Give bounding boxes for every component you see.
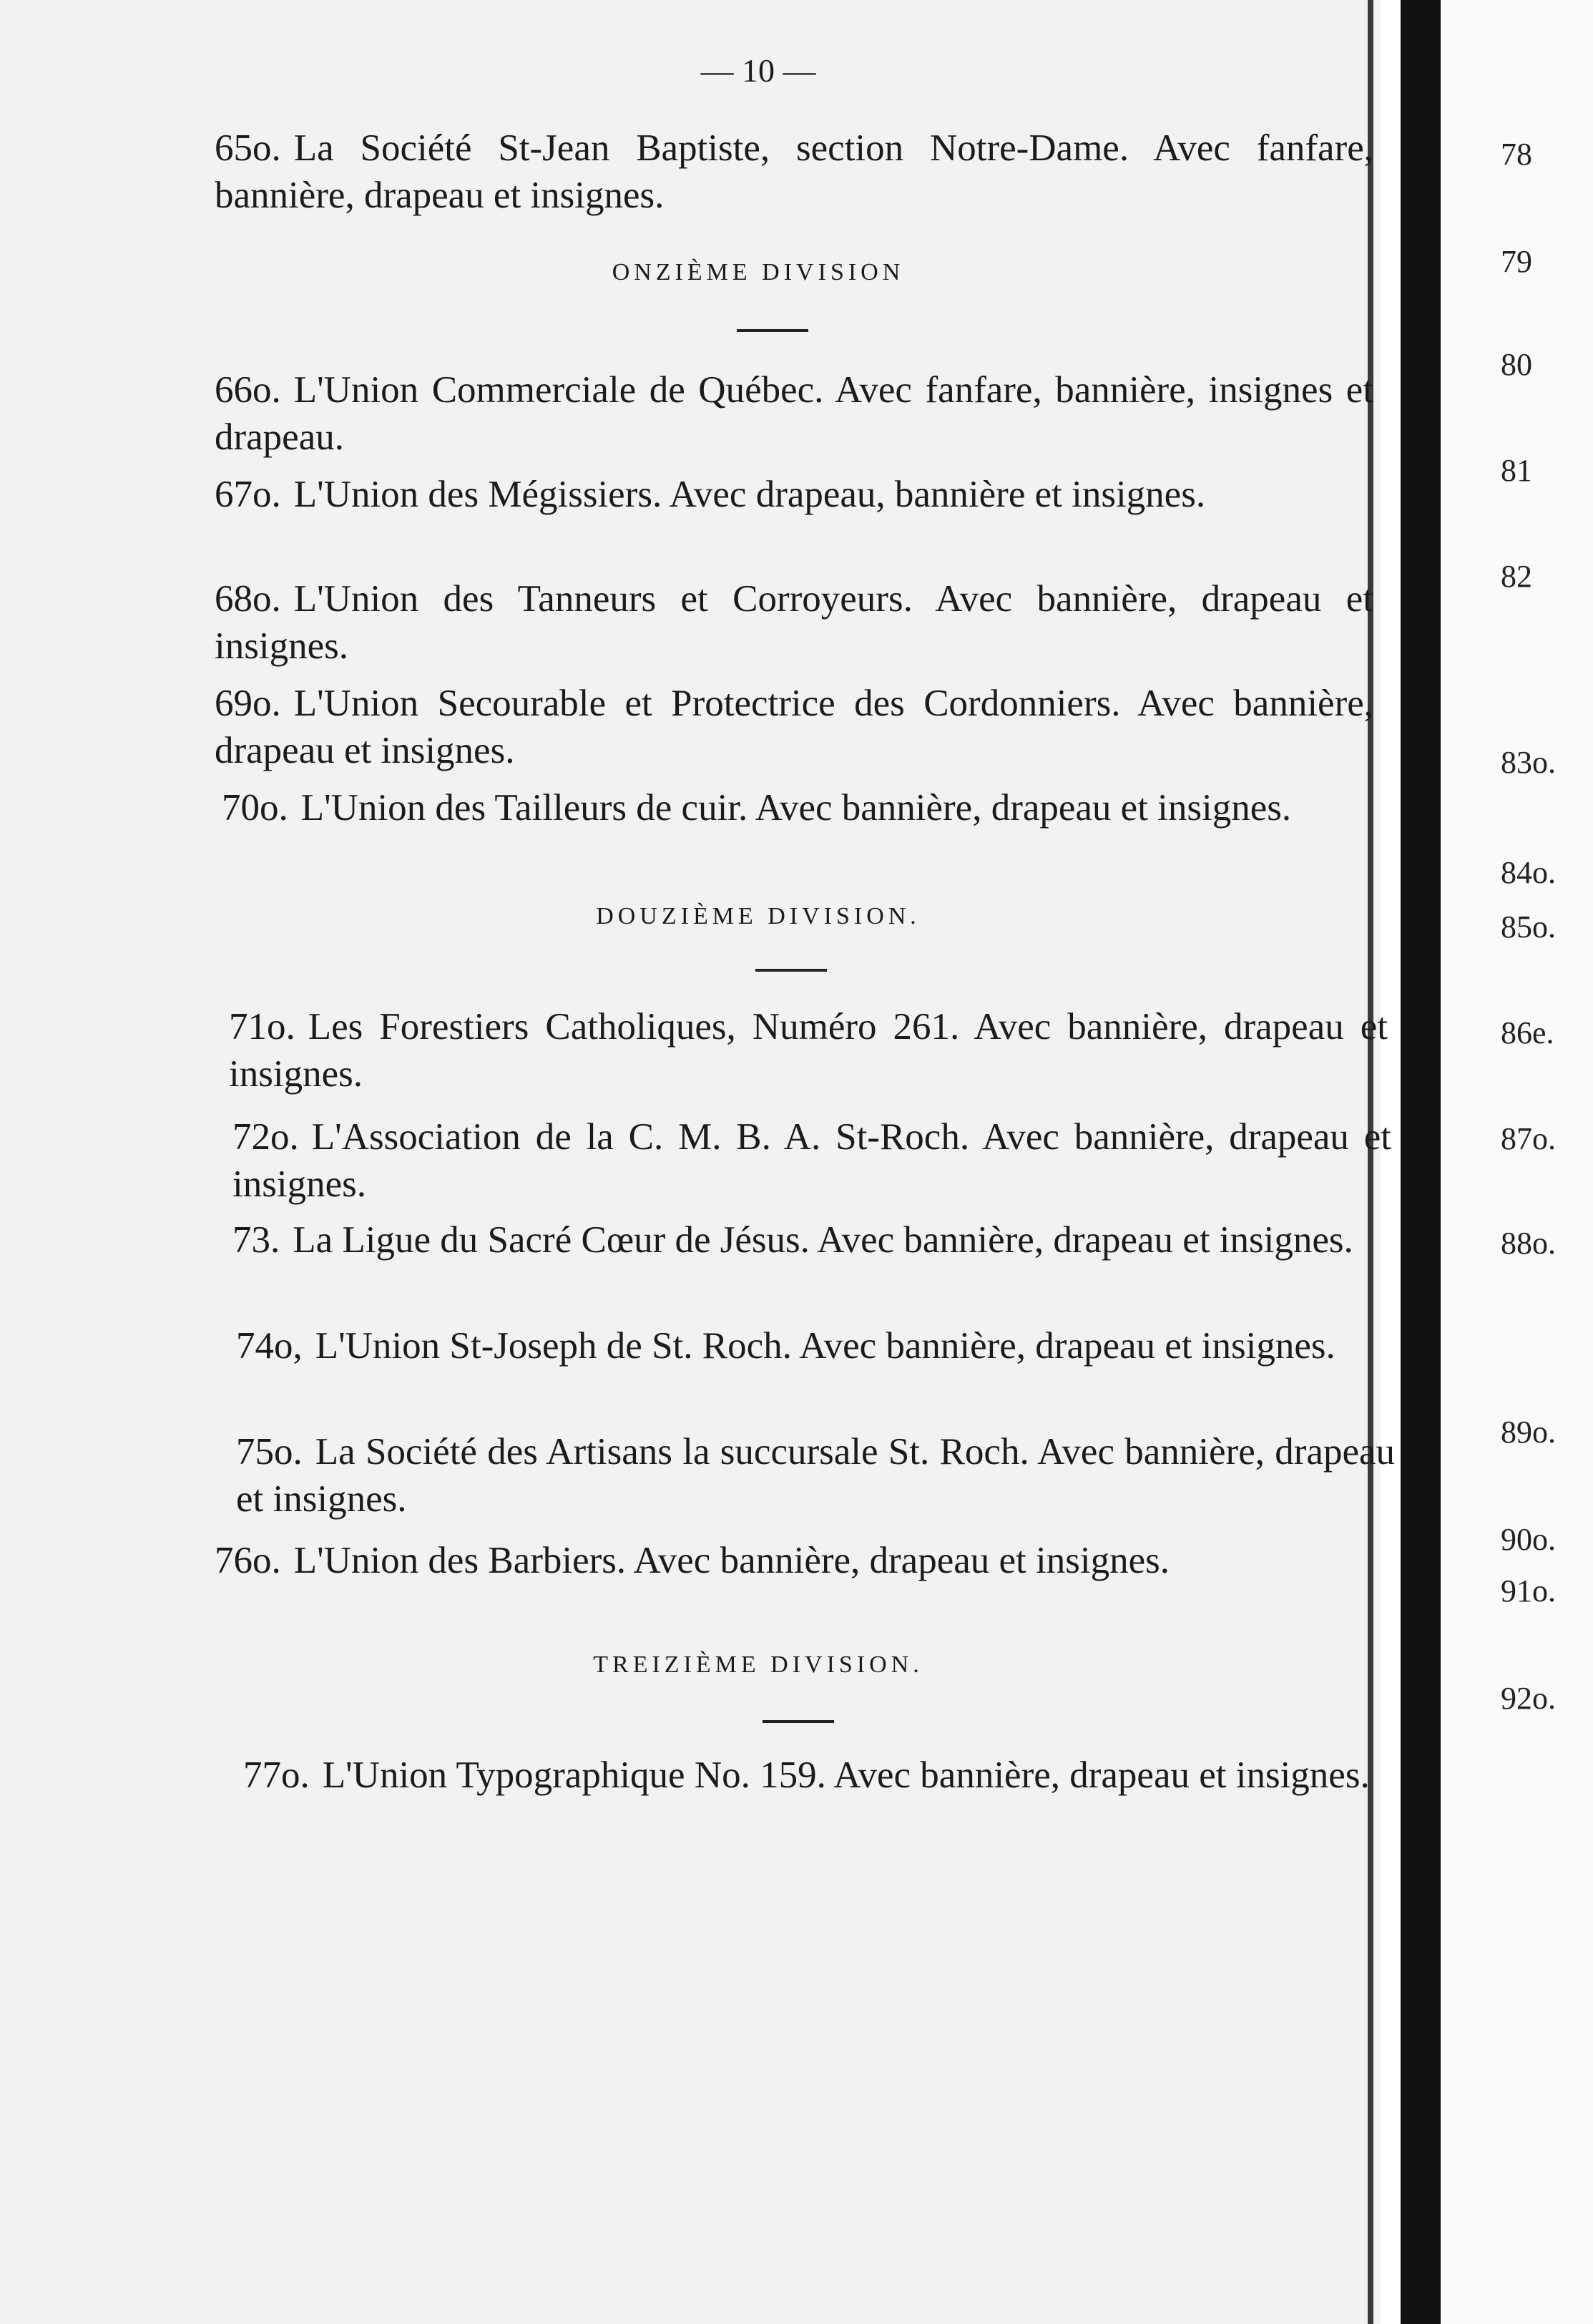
page-number: — 10 — — [700, 52, 816, 89]
entry-text: L'Association de la C. M. B. A. St-Roch. Avec bannière, drapeau et insignes. — [232, 1116, 1391, 1205]
entry-number: 68o. — [215, 578, 281, 620]
entry-text: La Société St-Jean Baptiste, section Notre-Dame. Avec fanfare, bannière, drapeau et insignes. — [215, 127, 1373, 216]
entry-number: 77o. — [243, 1754, 310, 1796]
entry-number: 73. — [232, 1219, 280, 1261]
entry-number: 72o. — [232, 1116, 299, 1158]
division-rule — [763, 1720, 834, 1723]
right-page-number: 87o. — [1501, 1121, 1556, 1156]
entry-text: La Société des Artisans la succursale St. Roch. Avec bannière, drapeau et insignes. — [236, 1431, 1395, 1520]
entry-68 — [215, 575, 1373, 670]
right-page-number: 80 — [1501, 347, 1532, 382]
right-page-number: 91o. — [1501, 1573, 1556, 1608]
right-page-number: 92o. — [1501, 1681, 1556, 1716]
entry-text: La Ligue du Sacré Cœur de Jésus. Avec bannière, drapeau et insignes. — [293, 1219, 1353, 1261]
entry-number: 76o. — [215, 1540, 281, 1581]
entry-number: 74o, — [236, 1325, 303, 1367]
right-page-number: 85o. — [1501, 909, 1556, 944]
entry-74 — [236, 1322, 1395, 1370]
division-rule — [737, 329, 808, 332]
right-page-number: 79 — [1501, 244, 1532, 279]
entry-76 — [215, 1537, 1373, 1584]
division-heading-11: ONZIÈME DIVISION — [612, 259, 905, 285]
entry-number: 71o. — [229, 1006, 295, 1048]
entry-75 — [236, 1428, 1395, 1523]
entry-69 — [215, 680, 1373, 774]
entry-73 — [232, 1216, 1391, 1264]
entry-number: 67o. — [215, 474, 281, 515]
entry-72 — [232, 1113, 1391, 1208]
entry-number: 66o. — [215, 369, 281, 411]
division-heading-13: TREIZIÈME DIVISION. — [593, 1651, 923, 1678]
entry-text: L'Union St-Joseph de St. Roch. Avec bannière, drapeau et insignes. — [315, 1325, 1335, 1367]
right-page-number: 88o. — [1501, 1226, 1556, 1261]
right-page-number: 82 — [1501, 559, 1532, 594]
entry-65 — [215, 125, 1373, 219]
entry-text: L'Union des Tailleurs de cuir. Avec bannière, drapeau et insignes. — [300, 787, 1292, 829]
right-page-number: 86e. — [1501, 1015, 1554, 1050]
right-page-number: 78 — [1501, 137, 1532, 172]
entry-number: 65o. — [215, 127, 281, 169]
right-page-number: 89o. — [1501, 1415, 1556, 1450]
right-page-number: 81 — [1501, 453, 1532, 488]
entry-66 — [215, 366, 1373, 461]
right-page-number: 83o. — [1501, 745, 1556, 780]
right-page-number: 84o. — [1501, 855, 1556, 890]
division-heading-12: DOUZIÈME DIVISION. — [596, 903, 921, 929]
entry-text: L'Union Typographique No. 159. Avec bannière, drapeau et insignes. — [322, 1754, 1370, 1796]
entry-number: 75o. — [236, 1431, 303, 1473]
entry-70 — [222, 784, 1381, 831]
entry-text: L'Union Secourable et Protectrice des Cordonniers. Avec bannière, drapeau et insignes. — [215, 683, 1373, 771]
entry-number: 69o. — [215, 683, 281, 724]
entry-text: L'Union des Mégissiers. Avec drapeau, bannière et insignes. — [293, 474, 1206, 515]
entry-77 — [243, 1752, 1402, 1799]
entry-number: 70o. — [222, 787, 288, 829]
entry-71 — [229, 1003, 1388, 1098]
entry-67 — [215, 471, 1373, 518]
entry-text: L'Union des Barbiers. Avec bannière, drapeau et insignes. — [293, 1540, 1170, 1581]
entry-text: L'Union Commerciale de Québec. Avec fanfare, bannière, insignes et drapeau. — [215, 369, 1373, 458]
entry-text: L'Union des Tanneurs et Corroyeurs. Avec bannière, drapeau et insignes. — [215, 578, 1373, 667]
entry-text: Les Forestiers Catholiques, Numéro 261. Avec bannière, drapeau et insignes. — [229, 1006, 1388, 1095]
book-gutter — [1401, 0, 1441, 2324]
division-rule — [755, 969, 827, 972]
right-page-number: 90o. — [1501, 1522, 1556, 1557]
